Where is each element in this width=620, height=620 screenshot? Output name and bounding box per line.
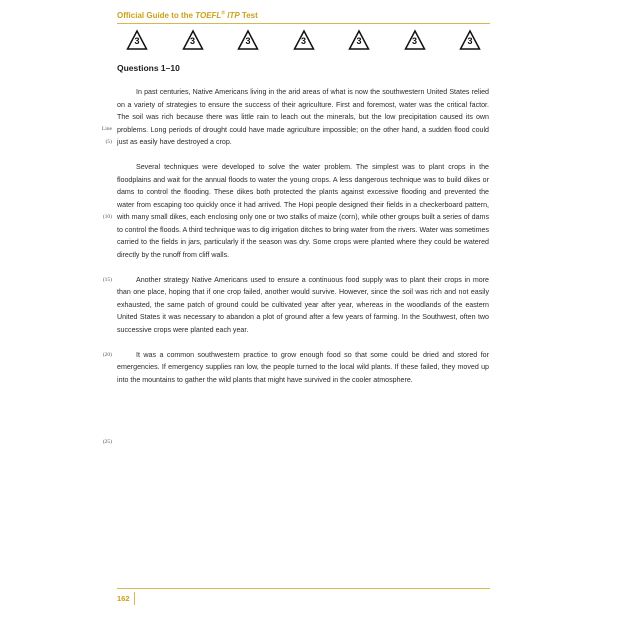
triangle-badge-icon xyxy=(182,29,204,51)
triangle-badge-icon xyxy=(459,29,481,51)
running-header xyxy=(117,11,258,20)
triangle-badge-icon xyxy=(237,29,259,51)
line-number-20: (20) xyxy=(102,352,112,358)
footer-rule xyxy=(117,588,490,589)
page-number-divider xyxy=(134,592,135,605)
line-label: Line xyxy=(101,126,112,132)
header-title-suffix: Test xyxy=(239,11,258,20)
header-title-toefl: TOEFL xyxy=(195,11,222,20)
badge-number: 3 xyxy=(189,36,195,46)
badge-number: 3 xyxy=(134,36,140,46)
passage-paragraph-4: It was a common southwestern practice to grow enough food so that some could be dried and stored for emergencies. If emergency supplies ran low, the people turned to the local wild plants. If these failed, they moved up into the mountains to gather the wild plants that might have survived in the cooler atmosphere. xyxy=(117,350,489,384)
badge-number: 3 xyxy=(467,36,473,46)
line-number-15: (15) xyxy=(102,277,112,283)
badge-number: 3 xyxy=(300,36,306,46)
header-title-prefix: Official Guide to the xyxy=(117,11,196,20)
badge-number: 3 xyxy=(356,36,362,46)
badge-number: 3 xyxy=(245,36,251,46)
header-title-itp: ITP xyxy=(225,11,240,20)
line-number-25: (25) xyxy=(102,439,112,445)
header-rule xyxy=(117,23,490,24)
line-number-5: (5) xyxy=(105,139,112,145)
reading-passage xyxy=(117,86,489,399)
triangle-badge-icon xyxy=(404,29,426,51)
registered-mark: ® xyxy=(221,10,225,17)
passage-paragraph-3: Another strategy Native Americans used to ensure a continuous food supply was to plant their crops in more than one place, hoping that if one crop failed, another would survive. However, since the soil was rich and not easily exhausted, the same patch of ground could be cultivated year after year, whereas in the woodlands of the eastern United States it was necessary to abandon a plot of ground after a few years of farming. In the Southwest, often two successive crops were planted each year. xyxy=(117,275,489,334)
passage-paragraph-1: In past centuries, Native Americans living in the arid areas of what is now the southwestern United States relied on a variety of strategies to ensure the success of their agriculture. First and foremost, water was the critical factor. The soil was rich because there was little rain to leach out the minerals, but the low precipitation caused its own problems. Long periods of drought could have made agriculture impossible; on the other hand, a sudden flood could just as easily have destroyed a crop. xyxy=(117,88,489,146)
triangle-badge-icon xyxy=(348,29,370,51)
triangle-badge-icon xyxy=(293,29,315,51)
badge-row xyxy=(117,29,490,51)
page-number: 162 xyxy=(117,594,130,603)
line-number-10: (10) xyxy=(102,214,112,220)
section-heading: Questions 1–10 xyxy=(117,63,180,73)
triangle-badge-icon xyxy=(126,29,148,51)
badge-number: 3 xyxy=(411,36,417,46)
passage-paragraph-2: Several techniques were developed to solve the water problem. The simplest was to plant crops in the floodplains and wait for the annual floods to water the young crops. A less dangerous technique was to build dikes or dams to control the flooding. These dikes both protected the plants against excessive flooding and prevented the water from escaping too quickly once it had arrived. The Hopi people designed their fields in a checkerboard pattern, with many small dikes, each enclosing only one or two stalks of maize (corn), while other groups built a series of dams to control the floods. A third technique was to dig irrigation ditches to bring water from the rivers. Water was sometimes carried to the fields in jars, particularly if the season was dry. Some crops were planted where they could be watered directly by the runoff from cliff walls. xyxy=(117,163,489,259)
